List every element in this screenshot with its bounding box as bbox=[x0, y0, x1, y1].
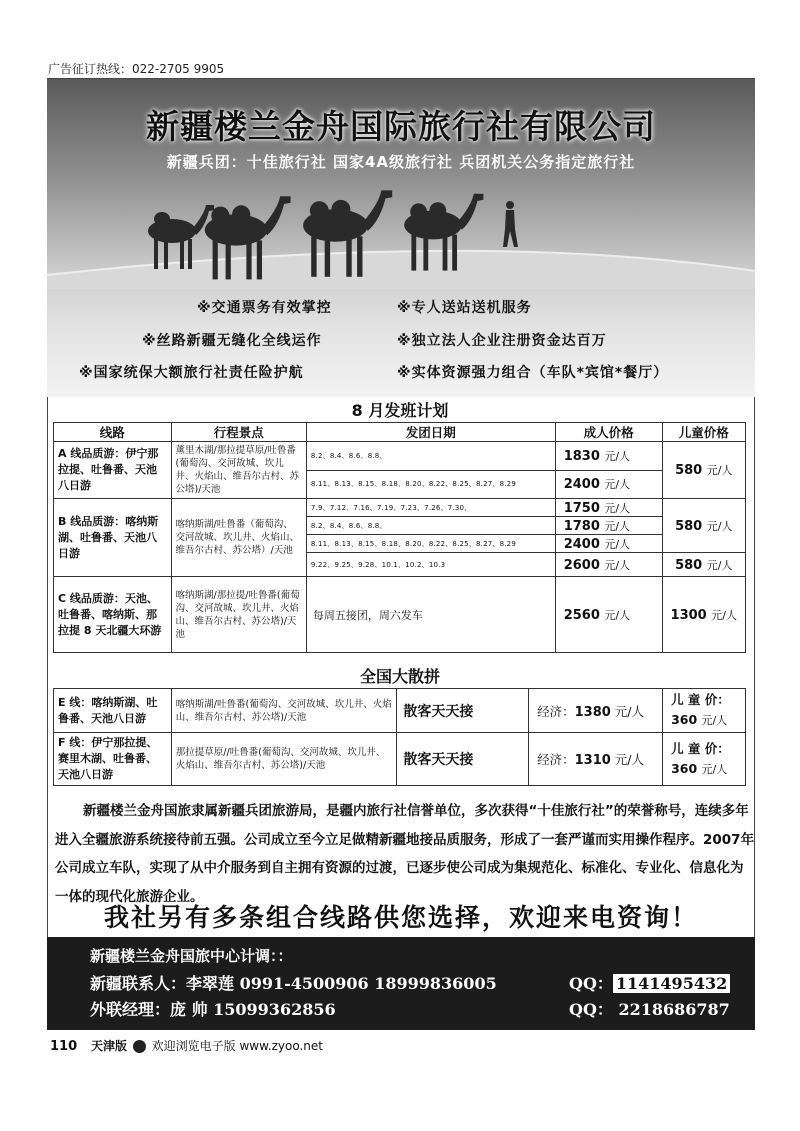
feature-item: ※实体资源强力组合（车队*宾馆*餐厅） bbox=[397, 365, 669, 381]
header-child-price: 儿童价格 bbox=[662, 423, 745, 442]
ad-hotline: 广告征订热线：022-2705 9905 bbox=[48, 62, 225, 76]
tour-title: 全国大散拼 bbox=[359, 667, 440, 686]
child-price: 1300 元/人 bbox=[662, 577, 745, 653]
company-subtitle: 新疆兵团：十佳旅行社 国家4A级旅行社 兵团机关公务指定旅行社 bbox=[166, 153, 636, 171]
feature-item: ※国家统保大额旅行社责任险护航 bbox=[79, 365, 304, 381]
dates-b-1: 7.9、7.12、7.16、7.19、7.23、7.26、7.30、 bbox=[306, 499, 555, 517]
child-price-f: 儿 童 价： 360 元/人 bbox=[663, 733, 746, 786]
contact-line-2: 外联经理：庞 帅 15099362856 bbox=[90, 1000, 336, 1019]
table-row bbox=[54, 577, 746, 653]
table-row bbox=[54, 733, 746, 786]
child-price: 580 元/人 bbox=[662, 442, 745, 499]
child-price: 580 元/人 bbox=[662, 499, 745, 553]
spots-f: 那拉提草原//吐鲁番(葡萄沟、交河故城、坎儿井、火焰山、维吾尔古村、苏公塔)/天池 bbox=[171, 733, 397, 786]
adult-price: 2400 元/人 bbox=[555, 470, 662, 499]
adult-price: 2600 元/人 bbox=[555, 553, 662, 577]
spots-a: 薰里木湖/那拉提草原/吐鲁番(葡萄沟、交河故城、坎儿井、火焰山、维吾尔古村、苏公塔)/天池 bbox=[171, 442, 306, 499]
feature-item: ※独立法人企业注册资金达百万 bbox=[397, 333, 607, 349]
child-price-e: 儿 童 价： 360 元/人 bbox=[663, 689, 746, 733]
contact-qq-1: QQ： 1141495432 bbox=[569, 971, 730, 994]
feature-item: ※专人送站送机服务 bbox=[397, 300, 532, 316]
edition-label: 天津版 bbox=[90, 1039, 127, 1053]
contact-qq-2: QQ： 2218686787 bbox=[569, 1000, 730, 1019]
adult-price: 1830 元/人 bbox=[555, 442, 662, 471]
eco-price-f: 经济：1310 元/人 bbox=[529, 733, 663, 786]
adult-price: 1780 元/人 bbox=[555, 517, 662, 535]
header-adult-price: 成人价格 bbox=[555, 423, 662, 442]
dates-a-2: 8.11、8.13、8.15、8.18、8.20、8.22、8.25、8.27、8.29 bbox=[306, 470, 555, 499]
adult-price: 2560 元/人 bbox=[555, 577, 662, 653]
contact-line-1: 新疆联系人：李翠莲 0991-4500906 18999836005 bbox=[90, 974, 497, 993]
adult-price: 1750 元/人 bbox=[555, 499, 662, 517]
dates-b-2: 8.2、8.4、8.6、8.8、 bbox=[306, 517, 555, 535]
spots-c: 喀纳斯湖/那拉提/吐鲁番(葡萄沟、交河故城、坎儿井、火焰山、维吾尔古村、苏公塔)/天池 bbox=[171, 577, 306, 653]
contact-heading: 新疆楼兰金舟国旅中心计调：： bbox=[90, 947, 293, 965]
feature-item: ※丝路新疆无缝化全线运作 bbox=[142, 333, 322, 349]
plan-title: 8 月发班计划 bbox=[351, 401, 449, 420]
table-header-row bbox=[54, 423, 746, 442]
adult-price: 2400 元/人 bbox=[555, 535, 662, 553]
brand-logo-icon bbox=[133, 1040, 146, 1053]
feature-item: ※交通票务有效掌控 bbox=[197, 300, 332, 316]
announce-f: 散客天天接 bbox=[397, 733, 529, 786]
header-route: 线路 bbox=[54, 423, 172, 442]
spots-e: 喀纳斯湖/吐鲁番(葡萄沟、交河故城、坎儿井、火焰山、维吾尔古村、苏公塔)/天池 bbox=[171, 689, 397, 733]
route-e: E 线：喀纳斯湖、吐鲁番、天池八日游 bbox=[54, 689, 172, 733]
dune-shape bbox=[47, 251, 755, 289]
feature-list bbox=[47, 295, 755, 395]
slogan: 我社另有多条组合线路供您选择，欢迎来电资询！ bbox=[103, 903, 698, 932]
group-tour-table bbox=[53, 688, 746, 786]
route-f: F 线：伊宁那拉提、赛里木湖、吐鲁番、天池八日游 bbox=[54, 733, 172, 786]
child-price: 580 元/人 bbox=[662, 553, 745, 577]
contact-box bbox=[47, 937, 755, 1030]
page-footer bbox=[50, 1037, 323, 1054]
route-b: B 线品质游：喀纳斯湖、吐鲁番、天池八日游 bbox=[54, 499, 172, 577]
announce-e: 散客天天接 bbox=[397, 689, 529, 733]
spots-b: 喀纳斯湖/吐鲁番（葡萄沟、交河故城、坎儿井、火焰山、维吾尔古村、苏公塔）/天池 bbox=[171, 499, 306, 577]
walker-silhouette bbox=[503, 201, 518, 247]
company-title: 新疆楼兰金舟国际旅行社有限公司 bbox=[146, 107, 656, 146]
table-row bbox=[54, 499, 746, 517]
company-intro: 新疆楼兰金舟国旅隶属新疆兵团旅游局，是疆内旅行社信誉单位，多次获得“十佳旅行社”的荣誉称号，连续多年进入全疆旅游系统接待前五强。公司成立至今立足做精新疆地接品质服务，形成了一套严谨而实用操作程序。2007年公司成立车队，实现了从中介服务到自主拥有资源的过渡，已逐步使公司成为集规范化、标准化、专业化、信息化为一体的现代化旅游企业。 bbox=[55, 803, 755, 905]
dates-c: 每周五接团，周六发车 bbox=[306, 577, 555, 653]
page-number: 110 bbox=[50, 1039, 78, 1054]
dates-b-3: 8.11、8.13、8.15、8.18、8.20、8.22、8.25、8.27、8.29 bbox=[306, 535, 555, 553]
dates-b-4: 9.22、9.25、9.28、10.1、10.2、10.3 bbox=[306, 553, 555, 577]
banner bbox=[47, 79, 755, 397]
header-spots: 行程景点 bbox=[171, 423, 306, 442]
dates-a-1: 8.2、8.4、8.6、8.8、 bbox=[306, 442, 555, 471]
header-dates: 发团日期 bbox=[306, 423, 555, 442]
table-row bbox=[54, 689, 746, 733]
route-c: C 线品质游：天池、吐鲁番、喀纳斯、那拉提 8 天北疆大环游 bbox=[54, 577, 172, 653]
august-plan-table bbox=[53, 422, 746, 653]
route-a: A 线品质游：伊宁那拉提、吐鲁番、天池八日游 bbox=[54, 442, 172, 499]
footer-link[interactable]: 欢迎浏览电子版 www.zyoo.net bbox=[151, 1039, 323, 1053]
eco-price-e: 经济：1380 元/人 bbox=[529, 689, 663, 733]
camel-caravan-image bbox=[47, 179, 755, 289]
table-row bbox=[54, 442, 746, 471]
